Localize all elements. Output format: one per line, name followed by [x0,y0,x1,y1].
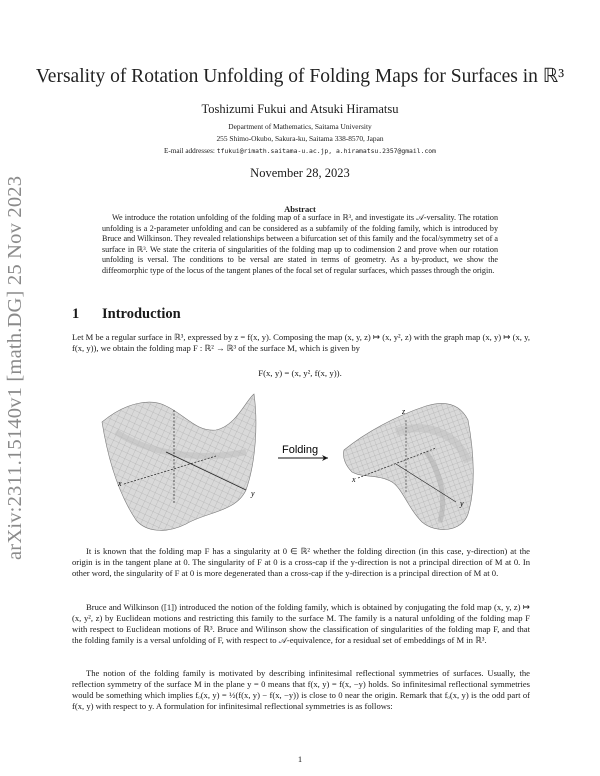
folding-map-equation: F(x, y) = (x, y², f(x, y)). [258,368,342,378]
folding-figure [96,392,506,540]
left-x-label: x [118,479,122,488]
email-addresses[interactable]: tfukui@rimath.saitama-u.ac.jp, a.hiramatsu.2357@gmail.com [216,147,436,155]
paper-title: Versality of Rotation Unfolding of Folding Maps for Surfaces in ℝ³ [35,66,565,87]
email-label: E-mail addresses: [163,147,215,155]
email-line [0,147,600,155]
folding-arrow-label: Folding [282,444,319,456]
right-z-label: z [402,407,406,416]
affiliation: Department of Mathematics, Saitama University [228,122,372,131]
abstract-heading: Abstract [284,204,316,214]
section-heading [72,306,181,323]
right-x-label: x [352,475,356,484]
paragraph-3: Bruce and Wilkinson ([1]) introduced the notion of the folding family, which is obtained by conjugating the fold map (x, y, z) ↦ (x, y², z) by Euclidean motions and restricting this family to the surface M. The family is a natural unfolding of the folding map F with respect to Euclidean motions of ℝ³. Bruce and Wilinson show the classification of singularities of the folding map F, and that the folding family is a versal unfolding of F, with respect to 𝒜-equivalence, for a residual set of embeddings of M in ℝ³. [72,602,530,645]
section-number: 1 [72,306,80,322]
address: 255 Shimo-Okubo, Sakura-ku, Saitama 338-8570, Japan [216,134,384,143]
right-y-label: y [460,499,464,508]
page-number: 1 [297,754,303,764]
abstract-text: We introduce the rotation unfolding of the folding map of a surface in ℝ³, and investigate its 𝒜-versality. The rotation unfolding is a 2-parameter unfolding and can be considered as a subfamily of the folding family, which is introduced by Bruce and Wilkinson. They revealed relationships between a bifurcation set of this family and the focal/symmetry set of a surface in ℝ³. We state the criteria of singularities of the folding map up to codimension 2 and prove when our rotation unfolding is versal. The conditions to be versal are stated in terms of geometry. As a by-product, we show the diffeomorphic type of the locus of the tangent planes of the focal set of regular surfaces, which passes through the origin. [102,213,498,275]
arxiv-sidebar-stamp: arXiv:2311.15140v1 [math.DG] 25 Nov 2023 [4,175,26,560]
folding-arrow [278,444,328,461]
left-y-label: y [251,489,255,498]
paper-date: November 28, 2023 [250,166,350,180]
authors: Toshizumi Fukui and Atsuki Hiramatsu [201,102,399,116]
left-surface [102,394,256,530]
section-title: Introduction [102,306,181,322]
right-surface [343,403,473,529]
paragraph-1: Let M be a regular surface in ℝ³, expressed by z = f(x, y). Composing the map (x, y, z) ↦ (x, y², z) with the graph map (x, y) ↦ (x, y, f(x, y)), we obtain the folding map F : ℝ² → ℝ³ of the surface M, which is given by [72,332,530,353]
paragraph-4: The notion of the folding family is motivated by describing infinitesimal reflectional symmetries of surfaces. Usually, the reflection symmetry of the surface M in the plane y = 0 means that f(x, y) = f(x, −y) holds. So infinitesimal reflectional symmetries would be something which implies fₒ(x, y) = ½(f(x, y) − f(x, −y)) is close to 0 near the origin. Remark that fₒ(x, y) is the odd part of f(x, y) with respect to y. A formulation for infinitesimal reflectional symmetries is as follows: [72,668,530,711]
paragraph-2: It is known that the folding map F has a singularity at 0 ∈ ℝ² whether the folding direction (in this case, y-direction) at the origin is in the tangent plane at 0. The singularity of F at 0 is a cross-cap if the y-direction is not a principal direction of M at 0. In other word, the singularity of F at 0 is more degenerated than a cross-cap if the y-direction is a principal direction of M at 0. [72,546,530,578]
